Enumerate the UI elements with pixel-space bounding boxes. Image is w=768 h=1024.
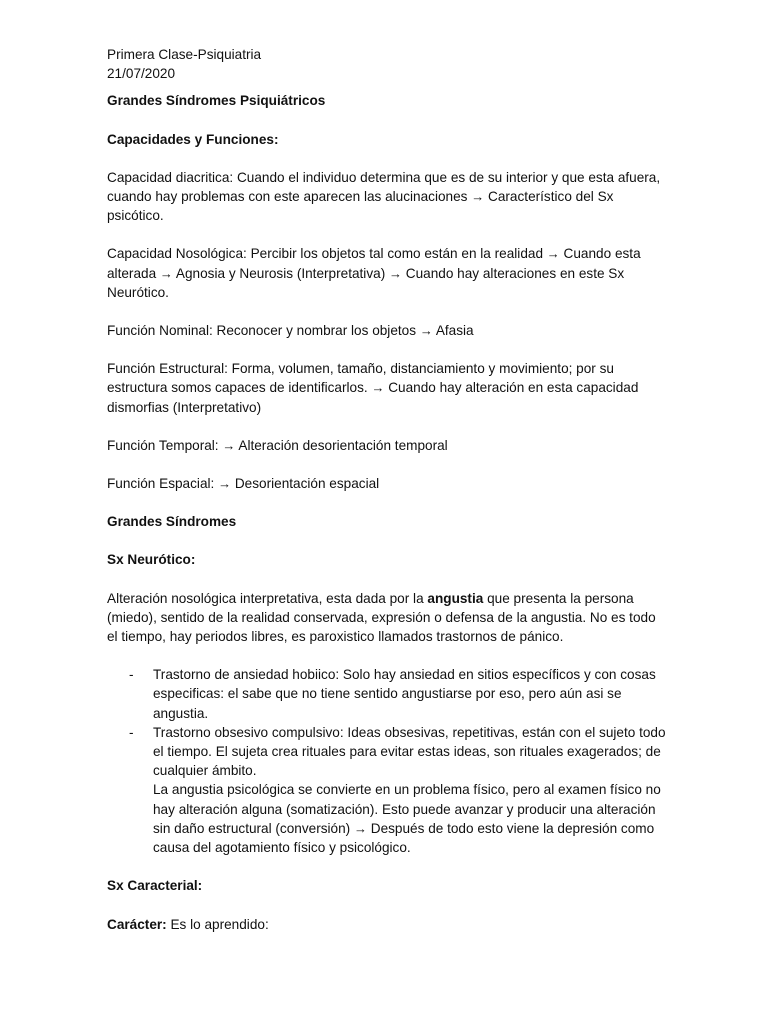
arrow-right-icon: → [419,323,433,339]
list-dash: - [129,667,134,683]
arrow-right-icon: → [353,820,367,836]
list-item: - Trastorno obsesivo compulsivo: Ideas obsesivas, repetitivas, están con el sujeto todo el tiempo. El sujeta crea rituales para evitar estas ideas, son rituales exagerados; de cualquier ámbito. La angustia psicológica se convierte en un problema físico, pero al examen físico no hay alteración alguna (somatización). Esto puede avanzar y producir una alteración sin daño estructural (conversión) → Después de todo esto viene la depresión como causa del agotamiento físico y psicológico. [107,723,667,857]
paragraph-capacidad-nosologica: Capacidad Nosológica: Percibir los objetos tal como están en la realidad → Cuando esta alterada → Agnosia y Neurosis (Interpretativa) → Cuando hay alteraciones en este Sx Neurótico. [107,246,641,300]
paragraph-funcion-temporal: Función Temporal: → Alteración desorientación temporal [107,437,448,453]
paragraph-funcion-espacial: Función Espacial: → Desorientación espacial [107,476,380,492]
arrow-right-icon: → [471,189,485,205]
bold-term-angustia: angustia [427,590,484,606]
arrow-right-icon: → [222,437,236,453]
paragraph-sx-neurotico: Alteración nosológica interpretativa, esta dada por la angustia que presenta la persona (miedo), sentido de la realidad conservada, expresión o defensa de la angustia. No es todo el tiempo, hay periodos libres, es paroxistico llamados trastornos de pánico. [107,590,656,645]
arrow-right-icon: → [546,246,560,262]
section-heading-grandes-sindromes: Grandes Síndromes [107,514,237,530]
arrow-right-icon: → [218,476,232,492]
document-body [107,45,667,934]
document-title: Primera Clase-Psiquiatria [107,47,262,62]
paragraph-funcion-nominal: Función Nominal: Reconocer y nombrar los objetos → Afasia [107,323,474,339]
arrow-right-icon: → [389,265,402,281]
list-item: - Trastorno de ansiedad hobiico: Solo hay ansiedad en sitios específicos y con cosas especificas: el sabe que no tiene sentido angustiarse por eso, pero aún asi se angustia. [129,667,656,721]
document-date: 21/07/2020 [107,66,176,82]
arrow-right-icon: → [371,380,385,396]
paragraph-capacidad-diacritica: Capacidad diacritica: Cuando el individuo determina que es de su interior y que esta afuera, cuando hay problemas con este aparecen las alucinaciones → Característico del Sx psicótico. [107,169,661,224]
main-heading: Grandes Síndromes Psiquiátricos [107,93,326,109]
list-dash: - [129,724,134,740]
section-heading-sx-caracterial: Sx Caracterial: [107,878,203,894]
section-heading-capacidades: Capacidades y Funciones: [107,131,279,147]
paragraph-caracter: Carácter: Es lo aprendido: [107,916,269,932]
bullet-list [107,665,667,857]
paragraph-funcion-estructural: Función Estructural: Forma, volumen, tamaño, distanciamiento y movimiento; por su estructura somos capaces de identificarlos. → Cuando hay alteración en esta capacidad dismorfias (Interpretativo) [107,361,639,415]
arrow-right-icon: → [159,265,173,281]
section-heading-sx-neurotico: Sx Neurótico: [107,552,196,568]
list-item-continuation: La angustia psicológica se convierte en un problema físico, pero al examen físico no hay alteración alguna (somatización). Esto puede avanzar y producir una alteración sin daño estructural (conversión) → Después de todo esto viene la depresión como causa del agotamiento físico y psicológico. [153,782,661,856]
